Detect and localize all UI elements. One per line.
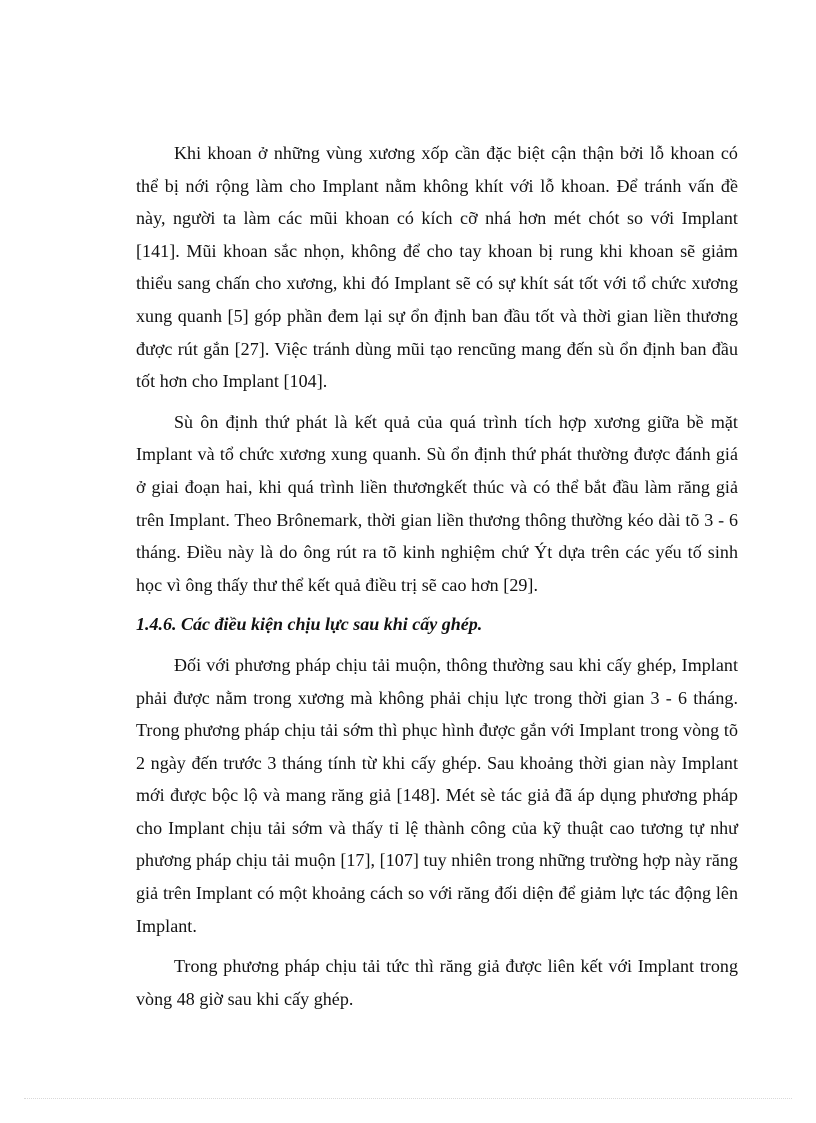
document-body bbox=[136, 137, 738, 1015]
page-bottom-divider bbox=[24, 1098, 792, 1099]
paragraph-secondary-stability: Sù ôn định thứ phát là kết quả của quá trình tích hợp xương giữa bề mặt Implant và tổ chức xương xung quanh. Sù ổn định thứ phát thường được đánh giá ở giai đoạn hai, khi quá trình liền thươngkết thúc và có thể bắt đầu làm răng giả trên Implant. Theo Brônemark, thời gian liền thương thông thường kéo dài tõ 3 - 6 tháng. Điều này là do ông rút ra tõ kinh nghiệm chứ Ýt dựa trên các yếu tố sinh học vì ông thấy thư thể kết quả điều trị sẽ cao hơn [29]. bbox=[136, 411, 738, 595]
paragraph-drilling-spongy-bone: Khi khoan ở những vùng xương xốp cần đặc biệt cận thận bởi lỗ khoan có thể bị nới rộng làm cho Implant nằm không khít với lỗ khoan. Để tránh vấn đề này, người ta làm các mũi khoan có kích cỡ nhá hơn mét chót so với Implant [141]. Mũi khoan sắc nhọn, không để cho tay khoan bị rung khi khoan sẽ giảm thiểu sang chấn cho xương, khi đó Implant sẽ có sự khít sát tốt với tổ chức xương xung quanh [5] góp phần đem lại sự ổn định ban đầu tốt và thời gian liền thương được rút gắn [27]. Việc tránh dùng mũi tạo rencũng mang đến sù ổn định ban đầu tốt hơn cho Implant [104]. bbox=[136, 143, 738, 392]
section-heading: 1.4.6. Các điều kiện chịu lực sau khi cấy ghép. bbox=[136, 614, 483, 635]
paragraph-delayed-loading: Đối với phương pháp chịu tải muộn, thông thường sau khi cấy ghép, Implant phải được nằm trong xương mà không phải chịu lực trong thời gian 3 - 6 tháng. Trong phương pháp chịu tải sớm thì phục hình được gắn với Implant trong vòng tõ 2 ngày đến trước 3 tháng tính từ khi cấy ghép. Sau khoảng thời gian này Implant mới được bộc lộ và mang răng giả [148]. Mét sè tác giả đã áp dụng phương pháp cho Implant chịu tải sớm và thấy tỉ lệ thành công của kỹ thuật cao tương tự như phương pháp chịu tải muộn [17], [107] tuy nhiên trong những trường hợp này răng giả trên Implant có một khoảng cách so với răng đối diện để giảm lực tác động lên Implant. bbox=[136, 654, 738, 936]
paragraph-immediate-loading: Trong phương pháp chịu tải tức thì răng giả được liên kết với Implant trong vòng 48 giờ sau khi cấy ghép. bbox=[136, 956, 738, 1009]
